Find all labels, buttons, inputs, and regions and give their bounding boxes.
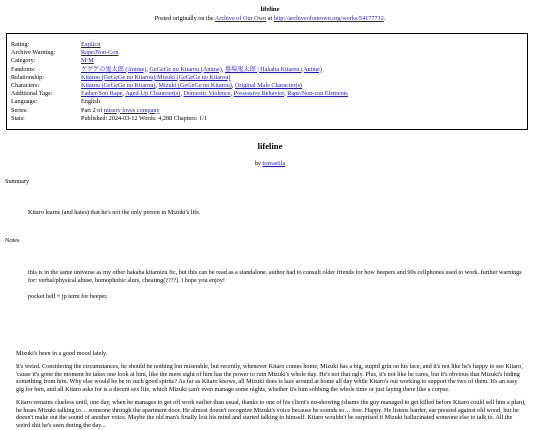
- summary-paragraph: Kitaro learns (and hates) that he's not the only person in Mizuki's life.: [28, 209, 201, 217]
- tag-link[interactable]: Domestic Violence: [183, 90, 231, 98]
- archive-link[interactable]: Archive of Our Own: [214, 15, 267, 23]
- chapter-body: [16, 350, 526, 430]
- meta-row-series: [11, 107, 348, 115]
- meta-value: English: [81, 98, 100, 106]
- meta-row-warning: [11, 49, 348, 57]
- posted-prefix: Posted originally on the: [154, 15, 215, 23]
- body-paragraph: Mizuki's been in a good mood lately.: [16, 350, 108, 357]
- meta-key: Stats:: [11, 114, 25, 122]
- meta-value: Published: 2024-03-12 Words: 4,288 Chapters: 1/1: [81, 114, 207, 122]
- fandom-link[interactable]: GeGeGe no Kitarou (Anime): [149, 65, 222, 73]
- meta-value: Father/Son Rape, Aged-Up Character(s), Domestic Violence, Possessive Behavior, Rape/Non-con Elements: [81, 90, 348, 98]
- work-meta-box: [6, 33, 528, 130]
- meta-row-rating: [11, 41, 348, 49]
- meta-value: [81, 49, 348, 57]
- meta-value: [81, 57, 348, 65]
- tag-link[interactable]: Father/Son Rape: [81, 90, 123, 98]
- posted-suffix: .: [383, 15, 386, 23]
- meta-row-relationship: [11, 74, 348, 82]
- meta-value: [81, 107, 348, 115]
- meta-value: [81, 74, 348, 82]
- tag-link[interactable]: Rape/Non-con Elements: [287, 90, 348, 98]
- rating-link[interactable]: Explicit: [81, 40, 101, 48]
- warning-link[interactable]: Rape/Non-Con: [81, 49, 119, 57]
- character-link[interactable]: Original Male Character(s): [234, 82, 302, 89]
- meta-row-stats: [11, 115, 348, 123]
- body-paragraph: It's weird. Considering the circumstances, he should be nothing but miserable, but recently, whenever Kitaro comes home, Mizuki has a big, stupid grin on his face, and it's not like he's happy to see Kitaro, 'cause it's gone the moment he takes one look at him, like the mere sight of him has the power to ruin Mizuki's whole day. He's not that ugly. Plus, it's not like he cares, but it's obvious that Mizuki's hiding something from him. Why else would he be in such good spirits? As far as Kitaro knows, all Mizuki does is laze around at home all day while Kitaro's out working to support the two of them. It's an easy gig for him, and all Kitaro asks for is a decent sex life, which Mizuki can't even manage some nights, whether it's him sobbing the whole time or just laying there like a corpse.: [16, 362, 523, 393]
- meta-row-category: [11, 57, 348, 65]
- byline-prefix: by: [254, 159, 263, 167]
- meta-key: Characters:: [11, 82, 40, 89]
- export-title: lifeline: [260, 6, 280, 13]
- posted-mid: at: [266, 15, 274, 23]
- notes-paragraph: this is in the same universe as my other hakaba kitamizu fic, but this can be read as a standalone. author had to consult older friends for how beepers and 90s cellphones used to work. further warnings for: verbal/physical abuse, homophobic slurs, cheating(????). i hope you enjoy!: [28, 268, 522, 284]
- meta-key: Series:: [11, 106, 28, 114]
- posted-line: [0, 15, 540, 23]
- meta-value: ゲゲゲの鬼太郎 (Anime), GeGeGe no Kitarou (Anime), 墓場鬼太郎 | Hakaba Kitarou (Anime): [81, 65, 322, 73]
- relationship-link[interactable]: Kitarou (GeGeGe no Kitarou)/Mizuki (GeGeGe no Kitarou): [81, 73, 231, 81]
- meta-key: Relationship:: [11, 73, 44, 81]
- tag-link[interactable]: Aged-Up Character(s): [125, 90, 181, 98]
- meta-key: Archive Warning:: [11, 49, 56, 57]
- meta-row-fandoms: [11, 66, 348, 74]
- notes-heading: Notes: [5, 237, 20, 244]
- fandom-link[interactable]: ゲゲゲの鬼太郎 (Anime): [81, 65, 147, 73]
- author-link[interactable]: travastila: [262, 159, 286, 167]
- meta-table: [11, 41, 348, 123]
- tag-link[interactable]: Possessive Behavior: [233, 90, 285, 98]
- body-paragraph: Kitaro remains clueless until, one day, when he manages to get off work earlier than usual, thanks to one of his client's no-showing (shame the guy managed to get killed before Kitaro could sell him a plan), he hears Mizuki talking to… someone through the apartment door. He almost doesn't recognize Mizuki's voice because he sounds so… free. Happy. He listens harder, ear pressed against old wood, but he doesn't make out the sound of another voice. Maybe the old man's finally lost his mind and started talking to himself. Kitaro wouldn't be surprised if Mizuki hallucinated someone else to talk to. All the weird shit he's seen during the day...: [16, 398, 526, 429]
- work-title: lifeline: [257, 141, 283, 152]
- meta-key: Additional Tags:: [11, 90, 53, 98]
- summary-heading: Summary: [5, 177, 30, 185]
- meta-row-tags: [11, 90, 348, 98]
- fandom-link[interactable]: 墓場鬼太郎 | Hakaba Kitarou (Anime): [224, 65, 322, 73]
- series-link[interactable]: misery loves company: [103, 106, 160, 114]
- byline: [0, 160, 540, 168]
- meta-key: Fandoms:: [11, 65, 36, 73]
- notes-paragraph: pocket bell = jp term for beeper.: [28, 293, 108, 301]
- work-url-link[interactable]: http://archiveofourown.org/works/54177712: [273, 15, 384, 23]
- meta-row-characters: [11, 82, 348, 90]
- character-link[interactable]: Kitarou (GeGeGe no Kitarou): [81, 82, 156, 89]
- meta-key: Category:: [11, 57, 36, 65]
- meta-key: Rating:: [11, 40, 30, 48]
- meta-value: [81, 41, 348, 49]
- category-link[interactable]: M/M: [81, 57, 94, 65]
- summary-text: [28, 209, 526, 217]
- meta-value: Kitarou (GeGeGe no Kitarou), Mizuki (GeGeGe no Kitarou), Original Male Character(s): [81, 82, 302, 89]
- meta-row-language: [11, 98, 348, 106]
- meta-key: Language:: [11, 98, 38, 106]
- notes-text: [28, 269, 526, 301]
- export-header: [0, 0, 540, 23]
- character-link[interactable]: Mizuki (GeGeGe no Kitarou): [158, 82, 232, 89]
- series-prefix: Part 2 of: [81, 106, 104, 114]
